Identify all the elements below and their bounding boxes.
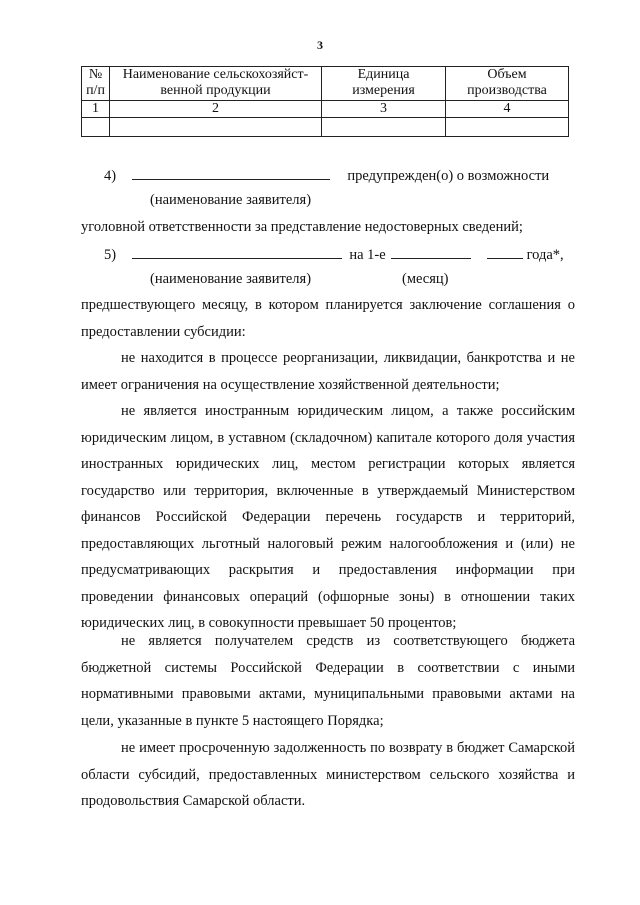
year-blank [487, 245, 523, 259]
table-cell: 3 [322, 101, 446, 118]
table-cell [446, 118, 569, 137]
table-cell [322, 118, 446, 137]
page-number: 3 [317, 38, 323, 52]
table-row [82, 118, 569, 137]
table-row [82, 101, 569, 118]
item5-on-first: на 1-е [349, 247, 386, 263]
month-blank [391, 245, 471, 259]
item4-caption: (наименование заявителя) [150, 192, 312, 208]
item5-number: 5) [104, 247, 117, 263]
table-header-row [82, 67, 569, 101]
production-table [81, 66, 569, 137]
table-cell: 1 [82, 101, 110, 118]
paragraph-not-budget-recipient: не является получателем средств из соответствующего бюджета бюджетной системы Российской Федерации в соответствии с иными нормативными правовыми актами, муниципальными правовыми актами на цели, указанные в пункте 5 настоящего Порядка; [81, 633, 575, 729]
table-cell: 4 [446, 101, 569, 118]
header-product-name: Наименование сельскохозяйст- венной продукции [110, 67, 322, 101]
item5-year: года*, [526, 247, 564, 263]
item4-number: 4) [104, 168, 117, 184]
paragraph-no-overdue-debt: не имеет просроченную задолженность по возврату в бюджет Самарской области субсидий, предоставленных министерством сельского хозяйства и продовольствия Самарской области. [81, 740, 575, 809]
item4-line [104, 166, 549, 185]
paragraph-no-reorganization: не находится в процессе реорганизации, ликвидации, банкротства и не имеет ограничения на осуществление хозяйственной деятельности; [81, 350, 575, 393]
item5-continuation: предшествующего месяцу, в котором планируется заключение соглашения о предоставлении субсидии: [81, 297, 575, 340]
header-number: № п/п [82, 67, 110, 101]
applicant-name-blank [132, 245, 342, 259]
item4-continuation: уголовной ответственности за представление недостоверных сведений; [81, 219, 523, 235]
header-unit: Единица измерения [322, 67, 446, 101]
item5-line [104, 245, 564, 264]
item4-text: предупрежден(о) о возможности [347, 168, 550, 184]
applicant-name-blank [132, 166, 330, 180]
table-cell [82, 118, 110, 137]
header-volume: Объем производства [446, 67, 569, 101]
table-cell [110, 118, 322, 137]
paragraph-not-foreign-entity: не является иностранным юридическим лицом, а также российским юридическим лицом, в уставном (складочном) капитале которого доля участия иностранных юридических лиц, местом регистрации которых является государство или территория, включенные в утверждаемый Министерством финансов Российской Федерации перечень государств и территорий, предоставляющих льготный налоговый режим налогообложения и (или) не предусматривающих раскрытия и предоставления информации при проведении финансовых операций (офшорные зоны) в отношении таких юридических лиц, в совокупности превышает 50 процентов; [81, 403, 575, 631]
item5-caption-month: (месяц) [402, 271, 449, 287]
item5-caption-applicant: (наименование заявителя) [150, 271, 312, 287]
table-cell: 2 [110, 101, 322, 118]
